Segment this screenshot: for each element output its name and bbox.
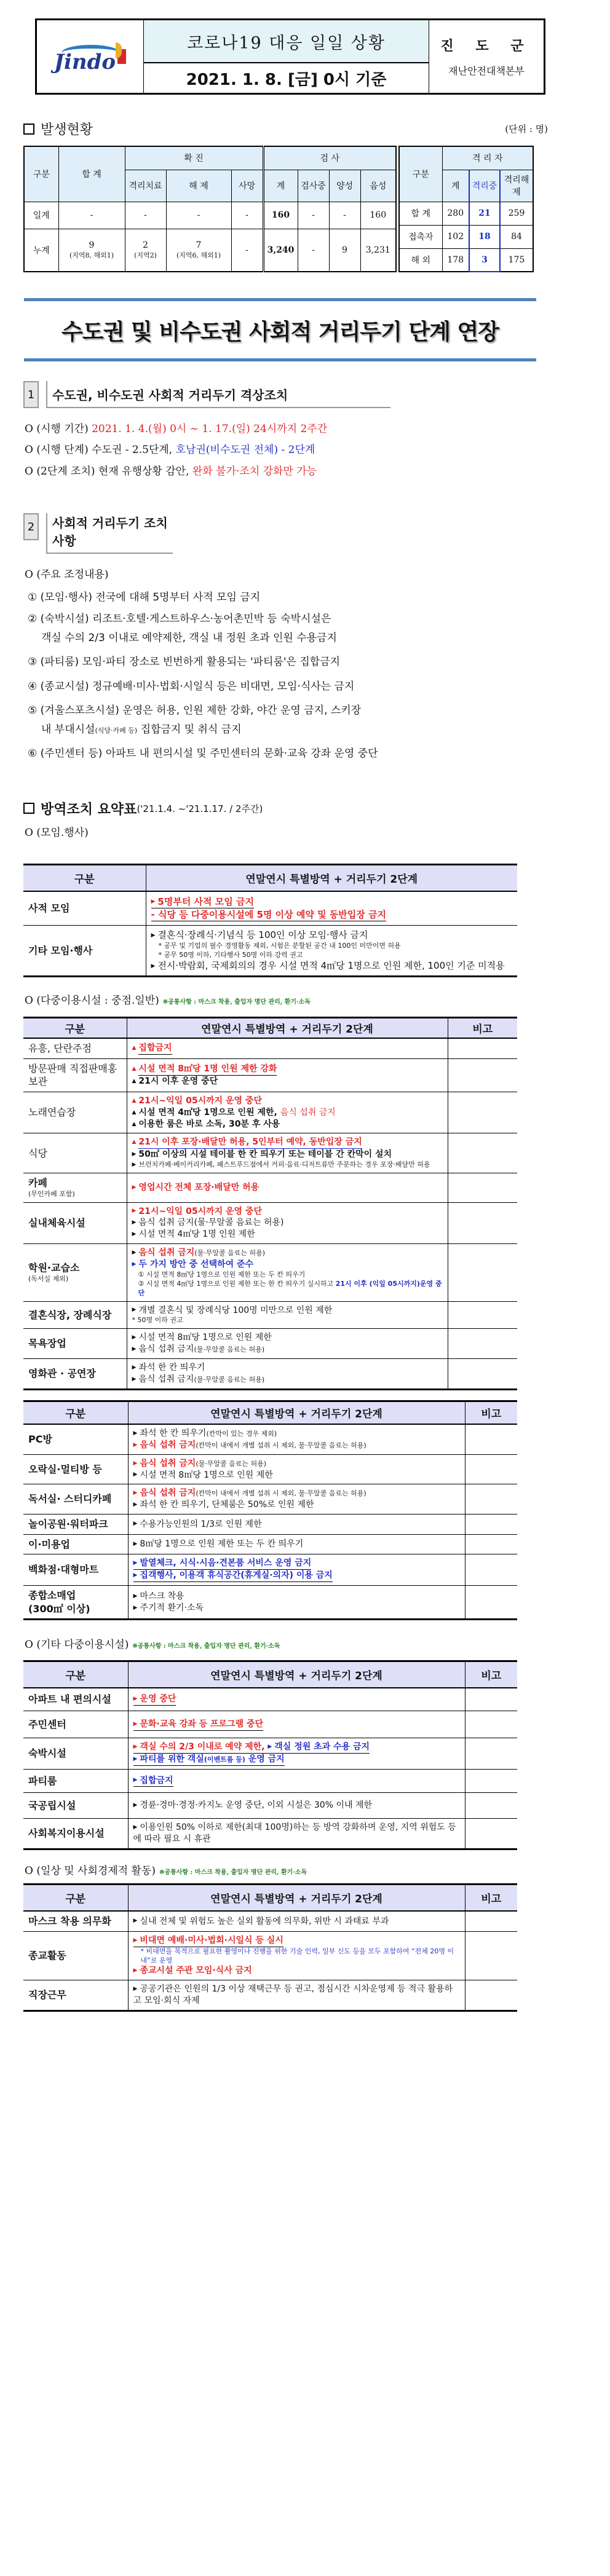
multi-label: O (다중이용시설 : 중점.일반) ※공통사항 : 마스크 착용, 출입자 명단 관리, 환기·소독 <box>25 994 311 1007</box>
table-row: 영화관 · 공연장 ▶ 좌석 한 칸 띄우기 ▶ 음식 섭취 금지(물·무알콜 음료는 허용) <box>23 1359 517 1390</box>
table-row: 백화점·대형마트 ▶ 발열체크, 시식·시음·견본품 서비스 운영 금지 ▶ 집객행사, 이용객 휴식공간(휴게실·의자) 이용 금지 <box>23 1554 517 1586</box>
list-item: ③ (파티룸) 모임·파티 장소로 빈번하게 활용되는 '파티룸'은 집합금지 <box>28 656 341 669</box>
gathering-table: 구분 연말연시 특별방역 + 거리두기 2단계 사적 모임 ▶ 5명부터 사적 모임 금지 - 식당 등 다중이용시설에 5명 이상 예약 및 동반입장 금지 기타 모임·행사 ▶ 결혼식·장례식·기념식 등 100인 이상 모임·행사 금지 * 공무 및 기업의 필수 경영활동 제외, 시험은 분할된 공간 내 100인 미만이면 허용 * 공무 50명 이하, 기타행사 50명 이하 강력 권고 ▶ 전시·박람회, 국제회의의 경우 시설 면적 4㎡당 1명으로 인원 제한, 100인 기준 미적용 <box>23 864 517 977</box>
other-facilities-table: 구분 연말연시 특별방역 + 거리두기 2단계 비고 아파트 내 편의시설 ▶ 운영 중단 주민센터 ▶ 문화·교육 강좌 등 프로그램 중단 숙박시설 ▶ 객실 수의 2/3 이내로 예약 제한, ▶ 객실 정원 초과 수용 금지 ▶ 파티를 위한 객실(이벤트룸 등) 운영 금지 파티룸 ▶ 집합금지 국공립시설 ▶ 경륜·경마·경정·카지노 운영 중단, 이외 시설은 30% 이내 제한 사회복지이용시설 ▶ 이용인원 50% 이하로 제한(최대 100명)하는 등 방역 강화하며 운영, 지역 위험도 등에 따라 필요 시 휴관 <box>23 1660 517 1850</box>
list-item: ② (숙박시설) 리조트·호텔·게스트하우스·농어촌민박 등 숙박시설은 <box>28 612 331 625</box>
table-row: 유흥, 단란주점 ▲ 집합금지 <box>23 1038 517 1058</box>
logo-text: Jindo <box>53 50 116 74</box>
period-item: O (시행 기간) 2021. 1. 4.(월) 0시 ~ 1. 17.(일) 24시까지 2주간 <box>25 423 328 435</box>
table-row: 해 외 178 3 175 <box>399 248 533 272</box>
table-row: 방문판매 직접판매홍보관 ▲ 시설 면적 8㎡당 1명 인원 제한 강화 ▲ 21시 이후 운영 중단 <box>23 1058 517 1092</box>
multi-use-table-2: 구분 연말연시 특별방역 + 거리두기 2단계 비고 PC방 ▶ 좌석 한 칸 띄우기(칸막이 있는 경우 제외) ▶ 음식 섭취 금지(칸막이 내에서 개별 섭취 시 제외, 물·무알콜 음료는 허용) 오락실·멀티방 등 ▶ 음식 섭취 금지(물·무알콜 음료는 허용) ▶ 시설 면적 8㎡당 1명으로 인원 제한 독서실· 스터디카페 ▶ 음식 섭취 금지(칸막이 내에서 개별 섭취 시 제외, 물·무알콜 음료는 허용) ▶ 좌석 한 칸 띄우기, 단체룸은 50%로 인원 제한 놀이공원·워터파크 ▶ 수용가능인원의 1/3로 인원 제한 이·미용업 ▶ 8㎡당 1명으로 인원 제한 또는 두 칸 띄우기 백화점·대형마트 ▶ 발열체크, 시식·시음·견본품 서비스 운영 금지 ▶ 집객행사, 이용객 휴식공간(휴게실·의자) 이용 금지 종합소매업 (300㎡ 이상) ▶ 마스크 착용 ▶ 주기적 환기·소독 <box>23 1400 517 1621</box>
square-bullet-icon <box>23 124 34 135</box>
table-row: 결혼식장, 장례식장 ▶ 개별 결혼식 및 장례식당 100명 미만으로 인원 제한 * 50명 이하 권고 <box>23 1301 517 1329</box>
table-row: 합 계 280 21 259 <box>399 202 533 225</box>
daily-label: O (일상 및 사회경제적 활동) ※공통사항 : 마스크 착용, 출입자 명단 관리, 환기·소독 <box>25 1864 307 1877</box>
report-header <box>35 18 545 95</box>
headline-banner <box>24 298 536 361</box>
table-row: 이·미용업 ▶ 8㎡당 1명으로 인원 제한 또는 두 칸 띄우기 <box>23 1534 517 1554</box>
divider <box>24 358 536 361</box>
table-row: 직장근무 ▶ 공공기관은 인원의 1/3 이상 재택근무 등 권고, 점심시간 시차운영제 등 적극 활용하고 모임·회식 자제 <box>23 1980 517 2011</box>
report-date: 2021. 1. 8. [금] 0시 기준 <box>186 70 387 89</box>
table-row: 오락실·멀티방 등 ▶ 음식 섭취 금지(물·무알콜 음료는 허용) ▶ 시설 면적 8㎡당 1명으로 인원 제한 <box>23 1454 517 1484</box>
table-row: 아파트 내 편의시설 ▶ 운영 중단 <box>23 1688 517 1711</box>
stage-item: O (시행 단계) 수도권 - 2.5단계, 호남권(비수도권 전체) - 2단계 <box>25 444 315 457</box>
dept-name: 재난안전대책본부 <box>448 65 525 77</box>
table-row: 파티룸 ▶ 집합금지 <box>23 1770 517 1793</box>
list-item: ① (모임·행사) 전국에 대해 5명부터 사적 모임 금지 <box>28 591 261 604</box>
unit-label: (단위 : 명) <box>505 124 548 135</box>
daily-activities-table: 구분 연말연시 특별방역 + 거리두기 2단계 비고 마스크 착용 의무화 ▶ 실내 전체 및 위험도 높은 실외 활동에 의무화, 위반 시 과태료 부과 종교활동 ▶ 비대면 예배·미사·법회·시일식 등 실시 * 비대면을 목적으로 필요한 촬영이나 진행을 위한 기술 인력, 일부 신도 등을 모두 포함하여 “전체 20명 이내”로 운영 ▶ 종교시설 주관 모임·식사 금지 직장근무 ▶ 공공기관은 인원의 1/3 이상 재택근무 등 권고, 점심시간 시차운영제 등 적극 활용하고 모임·회식 자제 <box>23 1883 517 2012</box>
headline: 수도권 및 비수도권 사회적 거리두기 단계 연장 <box>61 320 499 345</box>
list-item: ⑥ (주민센터 등) 아파트 내 편의시설 및 주민센터의 문화·교육 강좌 운영 중단 <box>28 747 378 760</box>
table-row: 식당 ▲ 21시 이후 포장·배달만 허용, 5인부터 예약, 동반입장 금지 ▶ 50㎡ 이상의 시설 테이블 한 칸 띄우기 또는 테이블 간 칸막이 설치 ▶ 브런치카페·베이커리카페, 패스트푸드점에서 커피·음료·디저트류만 주문하는 경우 포장·배달만 허용 <box>23 1133 517 1173</box>
wave-icon <box>61 45 120 61</box>
table-row: 독서실· 스터디카페 ▶ 음식 섭취 금지(칸막이 내에서 개별 섭취 시 제외, 물·무알콜 음료는 허용) ▶ 좌석 한 칸 띄우기, 단체룸은 50%로 인원 제한 <box>23 1484 517 1514</box>
list-item-cont: 내 부대시설(식당·카페 등) 집합금지 및 취식 금지 <box>41 723 242 736</box>
section-2-intro: O (주요 조정내용) <box>25 569 109 581</box>
other-label: O (기타 다중이용시설) ※공통사항 : 마스크 착용, 출입자 명단 관리, 환기·소독 <box>25 1639 280 1652</box>
gathering-label: O (모임.행사) <box>25 826 89 839</box>
table-row: 접촉자 102 18 84 <box>399 225 533 248</box>
list-item-cont: 객실 수의 2/3 이내로 예약제한, 객실 내 정원 초과 인원 수용금지 <box>41 632 337 645</box>
table-row: 사회복지이용시설 ▶ 이용인원 50% 이하로 제한(최대 100명)하는 등 방역 강화하며 운영, 지역 위험도 등에 따라 필요 시 휴관 <box>23 1819 517 1849</box>
table-row: 노래연습장 ▲ 21시~익일 05시까지 운영 중단 ▲ 시설 면적 4㎡당 1명으로 인원 제한, 음식 섭취 금지 ▲ 이용한 룸은 바로 소독, 30분 후 사용 <box>23 1092 517 1133</box>
square-bullet-icon <box>23 803 34 814</box>
jindo-logo <box>37 20 144 93</box>
section-1-heading: 1 수도권, 비수도권 사회적 거리두기 격상조치 <box>23 381 610 408</box>
org-name: 진 도 군 <box>440 39 533 54</box>
table-row: 학원·교습소 (독서실 제외) ▶ 음식 섭취 금지(물·무알콜 음료는 허용) ▶ 두 가지 방안 중 선택하여 준수 ① 시설 면적 8㎡당 1명으로 인원 제한 또는 두 칸 띄우기 ② 시설 면적 4㎡당 1명으로 인원 제한 또는 한 칸 띄우기 실시하고 21시 이후 (익일 05시까지)운영 중단 <box>23 1244 517 1301</box>
table-row: 카페 (무인카페 포함) ▶ 영업시간 전체 포장·배달만 허용 <box>23 1173 517 1202</box>
occurrence-table: 구분 합 계 확 진 검 사 격리치료 해 제 사망 계 검사중 양성 음성 일계 - - - - 160 - - 160 누계 9 (지역8, 해외1) 2 (지역2) 7 (지역6, 해외1) - 3,240 - 9 3,231 <box>23 146 397 272</box>
list-item: ⑤ (겨울스포츠시설) 운영은 허용, 인원 제한 강화, 야간 운영 금지, 스키장 <box>28 704 362 717</box>
table-row: 기타 모임·행사 ▶ 결혼식·장례식·기념식 등 100인 이상 모임·행사 금지 * 공무 및 기업의 필수 경영활동 제외, 시험은 분할된 공간 내 100인 미만이면 허용 * 공무 50명 이하, 기타행사 50명 이하 강력 권고 ▶ 전시·박람회, 국제회의의 경우 시설 면적 4㎡당 1명으로 인원 제한, 100인 기준 미적용 <box>23 926 517 976</box>
report-title: 코로나19 대응 일일 상황 <box>144 20 429 63</box>
table-row: 실내체육시설 ▶ 21시~익일 05시까지 운영 중단 ▶ 음식 섭취 금지(물·무알콜 음료는 허용) ▶ 시설 면적 4㎡당 1명 인원 제한 <box>23 1202 517 1244</box>
section-2-heading: 2 사회적 거리두기 조치사항 <box>23 513 610 554</box>
table-row: 주민센터 ▶ 문화·교육 강좌 등 프로그램 중단 <box>23 1711 517 1738</box>
table-row: 놀이공원·워터파크 ▶ 수용가능인원의 1/3로 인원 제한 <box>23 1514 517 1535</box>
table-row: 누계 9 (지역8, 해외1) 2 (지역2) 7 (지역6, 해외1) - 3,240 - 9 3,231 <box>24 229 396 272</box>
table-row: 사적 모임 ▶ 5명부터 사적 모임 금지 - 식당 등 다중이용시설에 5명 이상 예약 및 동반입장 금지 <box>23 891 517 926</box>
list-item: ④ (종교시설) 정규예배·미사·법회·시일식 등은 비대면, 모임·식사는 금지 <box>28 680 355 693</box>
table-row: 목욕장업 ▶ 시설 면적 8㎡당 1명으로 인원 제한 ▶ 음식 섭취 금지(물·무알콜 음료는 허용) <box>23 1329 517 1359</box>
table-row: PC방 ▶ 좌석 한 칸 띄우기(칸막이 있는 경우 제외) ▶ 음식 섭취 금지(칸막이 내에서 개별 섭취 시 제외, 물·무알콜 음료는 허용) <box>23 1424 517 1454</box>
table-row: 일계 - - - - 160 - - 160 <box>24 202 396 229</box>
isolation-table: 구분 격 리 자 계 격리중 격리해제 합 계 280 21 259 접촉자 102 18 84 해 외 178 3 175 <box>398 146 534 272</box>
table-row: 종교활동 ▶ 비대면 예배·미사·법회·시일식 등 실시 * 비대면을 목적으로 필요한 촬영이나 진행을 위한 기술 인력, 일부 신도 등을 모두 포함하여 “전체 20명 이내”로 운영 ▶ 종교시설 주관 모임·식사 금지 <box>23 1931 517 1980</box>
table-row: 국공립시설 ▶ 경륜·경마·경정·카지노 운영 중단, 이외 시설은 30% 이내 제한 <box>23 1793 517 1819</box>
occurrence-title: 발생현황 <box>23 119 93 138</box>
table-row: 숙박시설 ▶ 객실 수의 2/3 이내로 예약 제한, ▶ 객실 정원 초과 수용 금지 ▶ 파티를 위한 객실(이벤트룸 등) 운영 금지 <box>23 1738 517 1770</box>
table-row: 종합소매업 (300㎡ 이상) ▶ 마스크 착용 ▶ 주기적 환기·소독 <box>23 1586 517 1620</box>
table-row: 마스크 착용 의무화 ▶ 실내 전체 및 위험도 높은 실외 활동에 의무화, 위반 시 과태료 부과 <box>23 1911 517 1931</box>
stage2-item: O (2단계 조치) 현재 유행상황 감안, 완화 불가·조치 강화만 가능 <box>25 465 317 478</box>
multi-use-table: 구분 연말연시 특별방역 + 거리두기 2단계 비고 유흥, 단란주점 ▲ 집합금지 방문판매 직접판매홍보관 ▲ 시설 면적 8㎡당 1명 인원 제한 강화 ▲ 21시 이후 운영 중단 노래연습장 ▲ 21시~익일 05시까지 운영 중단 ▲ 시설 면적 4㎡당 1명으로 인원 제한, 음식 섭취 금지 ▲ 이용한 룸은 바로 소독, 30분 후 사용 식당 ▲ 21시 이후 포장·배달만 허용, 5인부터 예약, 동반입장 금지 ▶ 50㎡ 이상의 시설 테이블 한 칸 띄우기 또는 테이블 간 칸막이 설치 ▶ 브런치카페·베이커리카페, 패스트푸드점에서 커피·음료·디저트류만 주문하는 경우 포장·배달만 허용 카페 (무인카페 포함) ▶ 영업시간 전체 포장·배달만 허용 실내체육시설 ▶ 21시~익일 05시까지 운영 중단 ▶ 음식 섭취 금지(물·무알콜 음료는 허용) ▶ 시설 면적 4㎡당 1명 인원 제한 학원·교습소 (독서실 제외) ▶ 음식 섭취 금지(물·무알콜 음료는 허용) ▶ 두 가지 방안 중 선택하여 준수 ① 시설 면적 8㎡당 1명으로 인원 제한 또는 두 칸 띄우기 ② 시설 면적 4㎡당 1명으로 인원 제한 또는 한 칸 띄우기 실시하고 21시 이후 (익일 05시까지)운영 중단 결혼식장, 장례식장 ▶ 개별 결혼식 및 장례식당 100명 미만으로 인원 제한 * 50명 이하 권고 목욕장업 ▶ 시설 면적 8㎡당 1명으로 인원 제한 ▶ 음식 섭취 금지(물·무알콜 음료는 허용) 영화관 · 공연장 ▶ 좌석 한 칸 띄우기 ▶ 음식 섭취 금지(물·무알콜 음료는 허용) <box>23 1017 517 1390</box>
summary-title: 방역조치 요약표 ('21.1.4. ~'21.1.17. / 2주간) <box>23 799 610 818</box>
